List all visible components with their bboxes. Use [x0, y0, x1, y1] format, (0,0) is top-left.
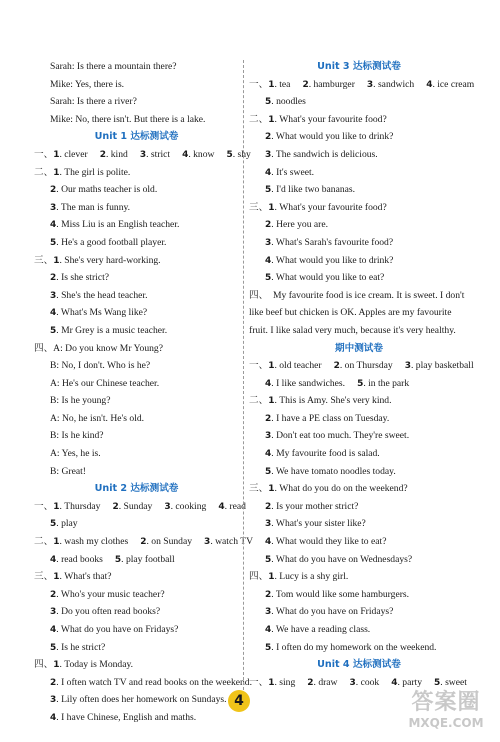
answer-row	[34, 551, 239, 569]
section-marker: 三、	[249, 201, 269, 213]
item-number: 4	[50, 220, 57, 231]
answer-item	[34, 674, 252, 692]
answer-item	[34, 656, 239, 674]
item-text: . cook	[355, 676, 380, 688]
answer-item	[249, 498, 469, 516]
item-text: . We have a reading class.	[271, 624, 371, 635]
item-text: . watch TV	[210, 536, 254, 548]
answer-item	[249, 216, 469, 234]
item-number: 4	[265, 378, 272, 389]
item-text: . What would you like to eat?	[271, 272, 385, 284]
section-marker: 三、	[34, 571, 54, 583]
section-heading: Unit 3 达标测试卷	[317, 61, 401, 72]
item-text: . What do you have on Fridays?	[56, 624, 179, 635]
item-text: . Is your mother strict?	[271, 500, 359, 512]
answer-row	[249, 375, 469, 393]
answer-item	[249, 445, 469, 463]
item-number: 4	[218, 501, 225, 512]
item-text: . Miss Liu is an English teacher.	[56, 219, 180, 231]
item-number: 5	[50, 325, 57, 336]
watermark-url: MXQE.COM	[408, 716, 484, 730]
answer-line: Mike: No, there isn't. But there is a lake.	[50, 113, 206, 125]
item-text: . What would they like to eat?	[271, 536, 387, 548]
item-number: 5	[50, 642, 57, 653]
answer-row	[249, 674, 469, 692]
answer-line: Sarah: Is there a mountain there?	[50, 61, 177, 72]
item-number: 2	[265, 220, 272, 231]
watermark-text: 答案圈	[411, 690, 481, 715]
answer-paragraph: 四、 My favourite food is ice cream. It is sweet. I don't like beef but chicken is OK. Apples are my favourite fruit. I like salad very much, because it's very healthy.	[249, 289, 465, 336]
answer-item	[249, 463, 469, 481]
item-text: . hamburger	[308, 78, 355, 90]
item-number: 2	[99, 149, 106, 160]
section-heading: Unit 1 达标测试卷	[94, 131, 179, 143]
item-text: . Today is Monday.	[59, 659, 134, 671]
section-marker: 一、	[249, 676, 269, 688]
answer-item	[34, 515, 239, 533]
item-number: 1	[268, 361, 275, 372]
answer-item	[249, 164, 469, 182]
item-text: . He's a good football player.	[56, 236, 167, 248]
section-marker: 一、	[249, 78, 269, 90]
answer-row	[249, 76, 475, 94]
left-column	[34, 58, 254, 727]
item-text: . read books	[56, 553, 103, 565]
item-number: 1	[268, 572, 275, 583]
item-text: . This is Amy. She's very kind.	[274, 395, 392, 407]
item-text: . It's sweet.	[271, 166, 315, 178]
item-number: 3	[139, 149, 147, 160]
answer-item	[34, 568, 239, 586]
item-number: 2	[50, 185, 57, 196]
answer-item	[34, 199, 239, 217]
section-marker: 四、	[34, 659, 54, 671]
item-number: 4	[182, 149, 189, 160]
section-marker: 二、	[249, 395, 269, 407]
item-number: 2	[50, 589, 57, 600]
item-text: . What do you do on the weekend?	[274, 483, 408, 495]
item-text: . Tom would like some hamburgers.	[271, 588, 410, 600]
answer-item	[34, 304, 239, 322]
answer-row	[34, 146, 251, 164]
answer-line: A: He's our Chinese teacher.	[50, 377, 160, 389]
answer-item	[249, 568, 469, 586]
item-text: . sweet	[440, 676, 467, 688]
right-column	[249, 58, 475, 691]
item-text: . Mr Grey is a music teacher.	[56, 324, 168, 336]
item-number: 1	[53, 660, 60, 671]
item-text: . noodles	[271, 96, 306, 108]
answer-item	[34, 252, 239, 270]
item-text: . What's your favourite food?	[274, 113, 387, 125]
item-text: . strict	[146, 148, 171, 160]
item-number: 2	[265, 132, 272, 143]
item-text: . Don't eat too much. They're sweet.	[271, 430, 410, 442]
item-text: . tea	[274, 78, 291, 90]
item-text: . Sunday	[118, 500, 153, 512]
item-number: 3	[50, 607, 57, 618]
item-text: . play	[56, 518, 78, 530]
answer-row	[34, 498, 246, 516]
item-text: . play football	[121, 553, 175, 565]
item-number: 1	[53, 255, 60, 266]
answer-item	[249, 480, 469, 498]
item-text: . I like sandwiches.	[271, 377, 346, 389]
item-text: . in the park	[363, 377, 410, 389]
answer-item	[249, 111, 469, 129]
answer-item	[249, 603, 469, 621]
item-number: 5	[434, 677, 441, 688]
item-number: 3	[265, 149, 272, 160]
item-text: . Who's your music teacher?	[56, 588, 165, 600]
item-number: 5	[114, 554, 122, 565]
item-text: . What's your favourite food?	[274, 201, 387, 213]
answer-line: 四、A: Do you know Mr Young?	[34, 342, 163, 354]
answer-item	[249, 146, 469, 164]
section-marker: 二、	[34, 166, 54, 178]
answer-item	[249, 410, 469, 428]
item-text: . Lily often does her homework on Sundays.	[56, 694, 227, 706]
watermark-logo	[400, 690, 492, 736]
answer-item	[249, 639, 469, 657]
answer-item	[34, 691, 239, 709]
item-text: . sandwich	[373, 78, 415, 90]
answer-item	[34, 709, 239, 727]
answer-item	[249, 392, 469, 410]
section-marker: 二、	[34, 536, 54, 548]
item-number: 2	[333, 361, 340, 372]
item-number: 1	[53, 149, 60, 160]
item-number: 1	[268, 79, 275, 90]
item-text: . What's Ms Wang like?	[56, 307, 148, 319]
answer-item	[249, 128, 469, 146]
item-number: 4	[265, 167, 272, 178]
answer-line: B: Great!	[50, 465, 86, 477]
item-number: 3	[265, 519, 272, 530]
item-text: . old teacher	[274, 360, 322, 372]
item-text: . cooking	[170, 500, 207, 512]
item-number: 3	[265, 607, 272, 618]
answer-item	[249, 181, 469, 199]
answer-item	[34, 269, 239, 287]
item-text: . read	[224, 500, 246, 512]
item-number: 1	[53, 167, 60, 178]
section-heading: Unit 4 达标测试卷	[317, 659, 401, 671]
item-text: . party	[397, 676, 422, 688]
answer-row	[34, 533, 254, 551]
item-number: 3	[164, 501, 171, 512]
item-number: 2	[302, 79, 309, 90]
item-number: 2	[265, 589, 272, 600]
item-number: 4	[50, 554, 57, 565]
answer-line: B: Is he kind?	[50, 430, 104, 442]
item-number: 1	[268, 202, 275, 213]
item-text: . on Thursday	[339, 360, 393, 372]
item-text: . wash my clothes	[59, 536, 129, 548]
answer-item	[249, 586, 469, 604]
item-number: 4	[265, 625, 272, 635]
answer-line: Mike: Yes, there is.	[50, 78, 125, 90]
item-text: . The girl is polite.	[59, 166, 131, 178]
item-number: 2	[265, 501, 272, 512]
item-number: 5	[265, 273, 272, 284]
item-text: . We have tomato noodles today.	[271, 465, 396, 477]
answer-item	[249, 234, 469, 252]
item-number: 5	[357, 378, 364, 389]
item-number: 1	[53, 501, 60, 512]
item-text: . play basketball	[411, 360, 474, 372]
item-text: . ice cream	[432, 78, 475, 90]
answer-item	[34, 181, 239, 199]
item-number: 4	[50, 308, 57, 319]
item-number: 3	[204, 537, 211, 548]
item-number: 2	[265, 413, 272, 424]
item-text: . clever	[59, 148, 88, 160]
section-marker: 一、	[249, 360, 269, 372]
answer-line: B: Is he young?	[50, 395, 111, 407]
section-marker: 二、	[249, 113, 269, 125]
item-number: 4	[50, 712, 57, 723]
item-number: 4	[265, 449, 272, 460]
section-marker: 一、	[34, 148, 54, 160]
answer-item	[34, 586, 239, 604]
answer-item	[34, 164, 239, 182]
item-text: . Here you are.	[271, 219, 328, 231]
item-text: . What do you have on Fridays?	[271, 606, 394, 618]
item-text: . She's very hard-working.	[59, 254, 161, 266]
item-text: . draw	[313, 676, 338, 688]
answer-item	[34, 603, 239, 621]
answer-item	[249, 199, 469, 217]
answer-item	[34, 621, 239, 639]
item-number: 4	[265, 255, 272, 266]
item-number: 1	[268, 114, 275, 125]
answer-item	[249, 252, 469, 270]
section-marker: 三、	[249, 483, 269, 495]
item-number: 1	[268, 484, 275, 495]
item-text: . Do you often read books?	[56, 606, 161, 618]
item-number: 5	[265, 185, 272, 196]
answer-item	[249, 533, 469, 551]
item-number: 1	[268, 677, 275, 688]
answer-item	[34, 234, 239, 252]
item-text: . The man is funny.	[56, 201, 131, 213]
item-text: . Lucy is a shy girl.	[274, 571, 349, 583]
section-heading: Unit 2 达标测试卷	[94, 483, 179, 495]
item-number: 3	[265, 431, 272, 442]
item-text: . What's that?	[59, 571, 112, 583]
item-number: 4	[50, 625, 57, 635]
item-text: . on Sunday	[146, 536, 193, 548]
item-number: 2	[307, 677, 314, 688]
page-number: 4	[228, 690, 250, 712]
item-number: 3	[404, 361, 411, 372]
item-number: 4	[391, 677, 398, 688]
item-text: . I have a PE class on Tuesday.	[271, 412, 390, 424]
answer-line: B: No, I don't. Who is he?	[50, 360, 151, 372]
item-number: 1	[53, 572, 60, 583]
answer-row	[249, 357, 474, 375]
item-text: . She's the head teacher.	[56, 289, 148, 301]
answer-item	[34, 639, 239, 657]
answer-item	[34, 322, 239, 340]
answer-item	[249, 427, 469, 445]
item-number: 3	[265, 237, 272, 248]
answer-item	[249, 269, 469, 287]
item-text: . sing	[274, 676, 296, 688]
answer-item	[249, 93, 469, 111]
item-text: . Thursday	[59, 500, 101, 512]
item-text: . What would you like to drink?	[271, 254, 394, 266]
item-number: 5	[226, 149, 233, 160]
item-text: . My favourite food is salad.	[271, 448, 380, 460]
answer-item	[34, 216, 239, 234]
item-text: . shy	[232, 148, 251, 160]
item-text: . Is he strict?	[56, 641, 106, 653]
item-number: 5	[265, 642, 272, 653]
item-number: 5	[265, 97, 272, 108]
item-number: 3	[50, 290, 57, 301]
section-marker: 四、	[249, 571, 269, 583]
item-text: . Our maths teacher is old.	[56, 184, 158, 196]
item-number: 3	[50, 202, 57, 213]
item-number: 2	[50, 273, 57, 284]
item-number: 5	[50, 519, 57, 530]
answer-item	[34, 287, 239, 305]
item-number: 3	[349, 677, 356, 688]
item-number: 1	[268, 396, 275, 407]
item-text: . Is she strict?	[56, 272, 110, 284]
item-number: 2	[50, 677, 57, 688]
answer-item	[249, 621, 469, 639]
answer-line: A: Yes, he is.	[50, 448, 101, 460]
item-text: . What's your sister like?	[271, 518, 366, 530]
section-marker: 一、	[34, 500, 54, 512]
item-text: . kind	[105, 148, 128, 160]
item-text: . I often do my homework on the weekend.	[271, 641, 437, 653]
item-text: . I often watch TV and read books on the weekend.	[56, 676, 252, 688]
item-number: 4	[265, 537, 272, 548]
section-heading: 期中测试卷	[335, 342, 383, 354]
answer-line: A: No, he isn't. He's old.	[50, 412, 145, 424]
answer-item	[249, 551, 469, 569]
item-text: . What do you have on Wednesdays?	[271, 553, 413, 565]
item-number: 2	[112, 501, 119, 512]
answer-item	[249, 515, 469, 533]
item-number: 5	[50, 237, 57, 248]
item-number: 5	[265, 554, 272, 565]
item-text: . What would you like to drink?	[271, 131, 394, 143]
item-text: . The sandwich is delicious.	[271, 148, 378, 160]
answer-line: Sarah: Is there a river?	[50, 96, 137, 108]
item-number: 2	[140, 537, 147, 548]
item-number: 5	[265, 466, 272, 477]
item-text: . know	[188, 148, 215, 160]
item-number: 1	[53, 537, 60, 548]
item-number: 3	[366, 79, 374, 90]
item-number: 3	[50, 695, 57, 706]
item-number: 4	[426, 79, 433, 90]
column-divider	[243, 60, 244, 690]
item-text: . I'd like two bananas.	[271, 184, 356, 196]
section-marker: 三、	[34, 254, 54, 266]
item-text: . I have Chinese, English and maths.	[56, 711, 197, 723]
item-text: . What's Sarah's favourite food?	[271, 236, 394, 248]
